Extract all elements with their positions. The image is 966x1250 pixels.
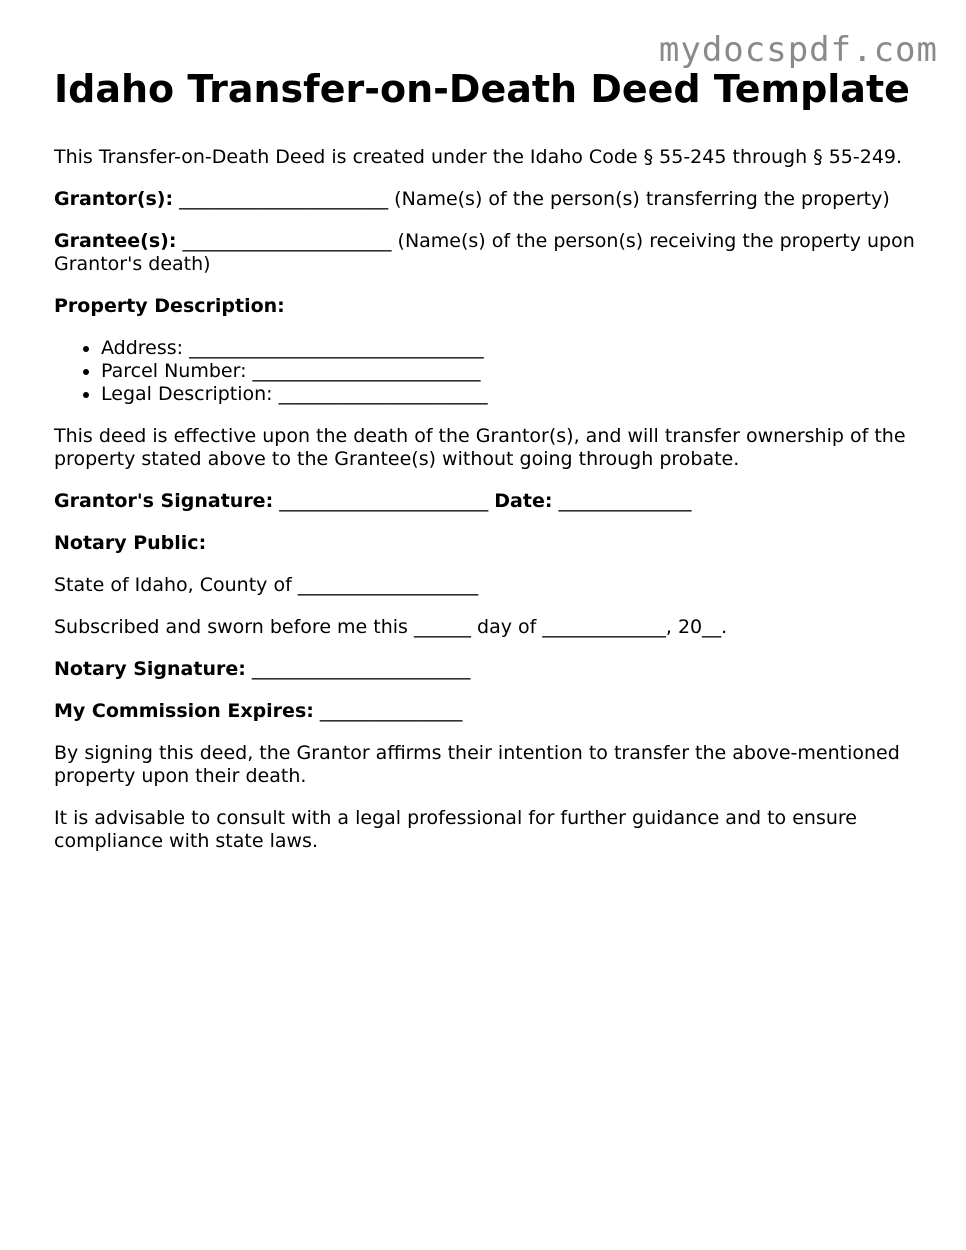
- effective-text: This deed is effective upon the death of the Grantor(s), and will transfer ownership of the property stated above to the Grantee(s) without going through probate.: [54, 424, 906, 470]
- grantee-label: Grantee(s):: [54, 229, 177, 252]
- commission-line: [54, 700, 924, 723]
- grantor-field: ______________________ (Name(s) of the person(s) transferring the property): [173, 187, 890, 210]
- grantee-field: ______________________ (Name(s) of the person(s) receiving the property upon Grantor's death): [54, 229, 915, 275]
- commission-field: _______________: [313, 699, 463, 722]
- notary-signature-label: Notary Signature:: [54, 657, 246, 680]
- notary-sworn: Subscribed and sworn before me this ______ day of _____________, 20__.: [54, 615, 728, 638]
- notary-signature-line: [54, 658, 924, 681]
- notary-heading: Notary Public:: [54, 531, 207, 554]
- grantor-signature-field: ______________________: [273, 489, 495, 512]
- grantor-signature-line: [54, 490, 924, 513]
- date-label: Date:: [494, 489, 553, 512]
- property-heading: Property Description:: [54, 294, 285, 317]
- page-title: Idaho Transfer-on-Death Deed Template: [54, 67, 910, 111]
- advice-text: It is advisable to consult with a legal professional for further guidance and to ensure compliance with state laws.: [54, 806, 857, 852]
- grantee-line: [54, 230, 924, 276]
- document-page: [54, 62, 924, 872]
- intro-text: This Transfer-on-Death Deed is created under the Idaho Code § 55-245 through § 55-249.: [54, 145, 903, 168]
- property-address: • Address: _______________________________: [101, 337, 924, 360]
- notary-state: State of Idaho, County of ___________________: [54, 573, 479, 596]
- property-parcel: • Parcel Number: ________________________: [101, 360, 924, 383]
- watermark: mydocspdf.com: [658, 30, 938, 70]
- commission-label: My Commission Expires:: [54, 699, 314, 722]
- affirm-text: By signing this deed, the Grantor affirms their intention to transfer the above-mentioned property upon their death.: [54, 741, 900, 787]
- property-legal: • Legal Description: ______________________: [101, 383, 924, 406]
- grantor-line: [54, 188, 924, 211]
- property-list: [54, 337, 924, 406]
- grantor-signature-label: Grantor's Signature:: [54, 489, 274, 512]
- date-field: ______________: [552, 489, 692, 512]
- notary-signature-field: _______________________: [245, 657, 471, 680]
- grantor-label: Grantor(s):: [54, 187, 174, 210]
